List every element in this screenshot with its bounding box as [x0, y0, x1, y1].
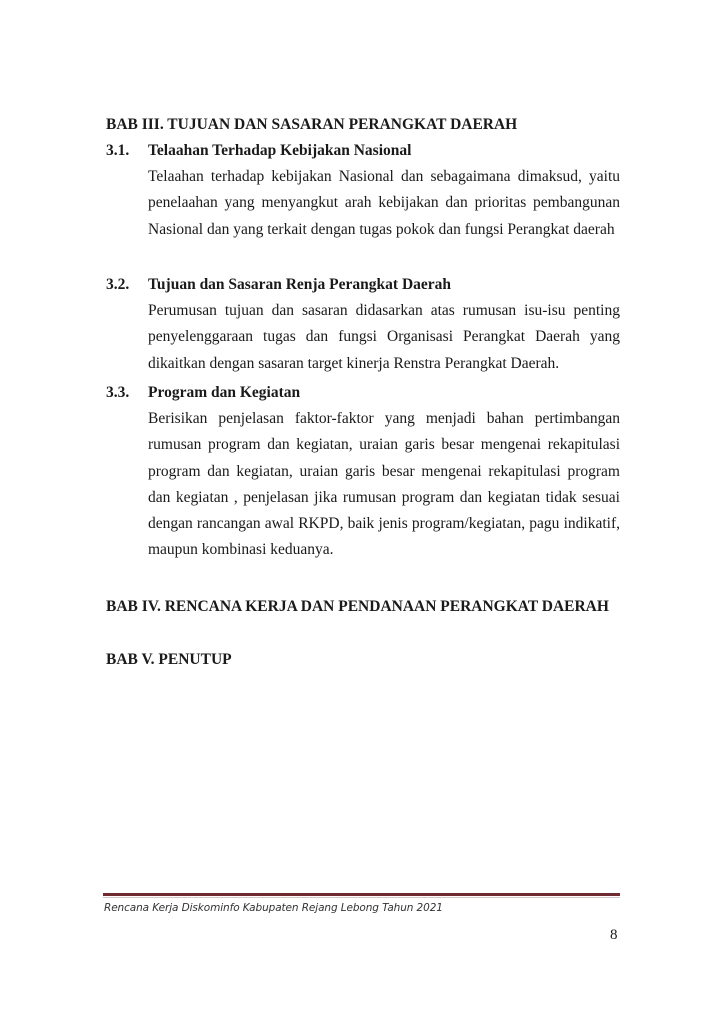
section-number: 3.1.	[106, 142, 130, 159]
footer-rule-thin	[103, 897, 620, 898]
section-title: Program dan Kegiatan	[148, 384, 301, 401]
page-number: 8	[610, 927, 618, 943]
section-number: 3.3.	[106, 384, 130, 401]
section-body: Perumusan tujuan dan sasaran didasarkan atas rumusan isu-isu penting penyelenggaraan tugas dan fungsi Organisasi Perangkat Daerah yang dikaitkan dengan sasaran target kinerja Renstra Perangkat Daerah.	[148, 302, 620, 372]
section-title: Tujuan dan Sasaran Renja Perangkat Daerah	[148, 276, 452, 293]
section-number: 3.2.	[106, 276, 130, 293]
section-body: Berisikan penjelasan faktor-faktor yang menjadi bahan pertimbangan rumusan program dan kegiatan, uraian garis besar mengenai rekapitulasi program dan kegiatan, uraian garis besar mengenai rekapitulasi program dan kegiatan , penjelasan jika rumusan program dan kegiatan tidak sesuai dengan rancangan awal RKPD, baik jenis program/kegiatan, pagu indikatif, maupun kombinasi keduanya.	[148, 410, 620, 559]
section-body: Telaahan terhadap kebijakan Nasional dan sebagaimana dimaksud, yaitu penelaahan yang menyangkut arah kebijakan dan prioritas pembangunan Nasional dan yang terkait dengan tugas pokok dan fungsi Perangkat daerah	[148, 168, 620, 238]
footer-text: Rencana Kerja Diskominfo Kabupaten Rejang Lebong Tahun 2021	[104, 902, 443, 914]
chapter-heading-bab5: BAB V. PENUTUP	[106, 651, 232, 668]
section-title: Telaahan Terhadap Kebijakan Nasional	[148, 142, 412, 159]
footer-rule	[103, 893, 620, 896]
chapter-heading-bab4: BAB IV. RENCANA KERJA DAN PENDANAAN PERANGKAT DAERAH	[106, 598, 609, 615]
chapter-heading-bab3: BAB III. TUJUAN DAN SASARAN PERANGKAT DAERAH	[106, 116, 518, 133]
